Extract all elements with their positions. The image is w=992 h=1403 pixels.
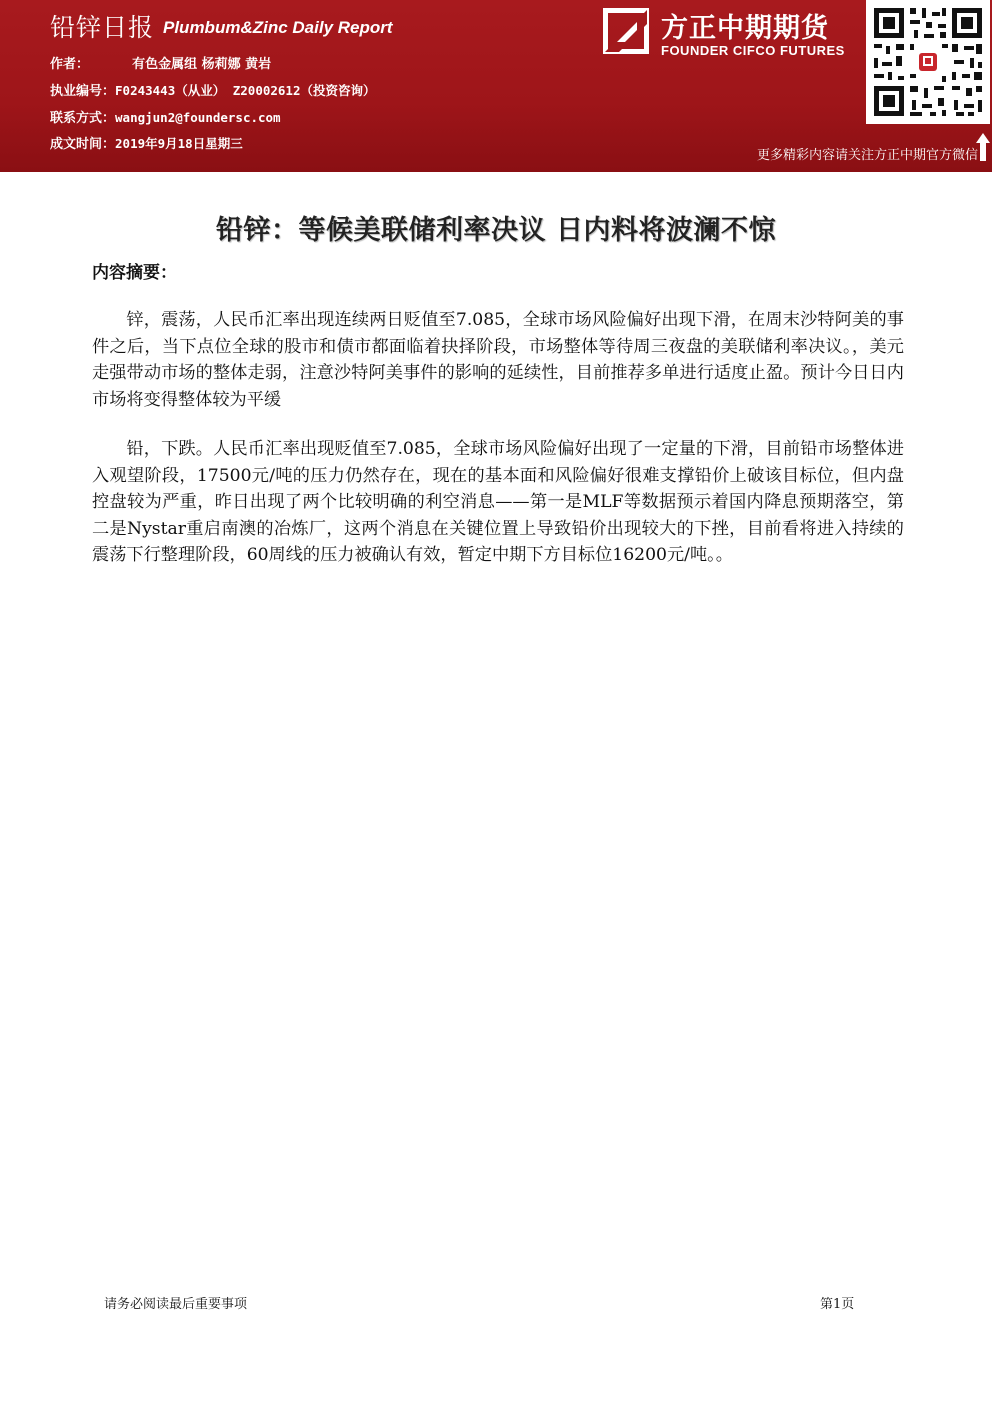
report-title-en: Plumbum&Zinc Daily Report (163, 18, 393, 37)
article-title: 铅锌：等候美联储利率决议 日内料将波澜不惊 (216, 215, 776, 246)
arrow-up-icon (976, 133, 990, 161)
qr-code-icon (866, 0, 990, 124)
license-value: F0243443（从业） Z20002612（投资咨询） (115, 83, 376, 98)
contact-label: 联系方式： (50, 111, 116, 126)
author-line (50, 53, 271, 72)
footer-notice: 请务必阅读最后重要事项 (104, 1297, 248, 1312)
founder-logo-icon (603, 8, 649, 54)
date-line (50, 133, 243, 152)
logo-text-en: FOUNDER CIFCO FUTURES (661, 43, 845, 58)
follow-wechat-text[interactable]: 更多精彩内容请关注方正中期官方微信 (756, 148, 978, 163)
author-value: 有色金属组 杨莉娜 黄岩 (132, 57, 272, 72)
logo-text-zh: 方正中期期货 (661, 13, 829, 44)
qr-code (866, 0, 990, 124)
contact-line (50, 107, 281, 126)
report-header (0, 0, 992, 172)
page-number: 第1页 (820, 1297, 855, 1312)
license-label: 执业编号： (50, 84, 116, 99)
report-title-zh: 铅锌日报 (50, 13, 155, 42)
date-value: 2019年9月18日星期三 (115, 136, 243, 151)
lead-paragraph: 铅，下跌。人民币汇率出现贬值至7.085，全球市场风险偏好出现了一定量的下滑，目前铅市场整体进入观望阶段，17500元/吨的压力仍然存在，现在的基本面和风险偏好很难支撑铅价上破该目标位，但内盘控盘较为严重，昨日出现了两个比较明确的利空消息——第一是MLF等数据预示着国内降息预期落空，第二是Nystar重启南澳的冶炼厂，这两个消息在关键位置上导致铅价出现较大的下挫，目前看将进入持续的震荡下行整理阶段，60周线的压力被确认有效，暂定中期下方目标位16200元/吨。。 (92, 439, 904, 565)
company-logo (603, 6, 863, 66)
license-line (50, 80, 375, 99)
contact-value[interactable]: wangjun2@foundersc.com (115, 110, 281, 125)
date-label: 成文时间： (50, 137, 116, 152)
zinc-paragraph: 锌，震荡，人民币汇率出现连续两日贬值至7.085，全球市场风险偏好出现下滑，在周末沙特阿美的事件之后，当下点位全球的股市和债市都面临着抉择阶段，市场整体等待周三夜盘的美联储利率决议。，美元走强带动市场的整体走弱，注意沙特阿美事件的影响的延续性，目前推荐多单进行适度止盈。预计今日日内市场将变得整体较为平缓 (92, 310, 904, 410)
author-label: 作者： (50, 57, 90, 72)
summary-label: 内容摘要： (92, 263, 177, 283)
